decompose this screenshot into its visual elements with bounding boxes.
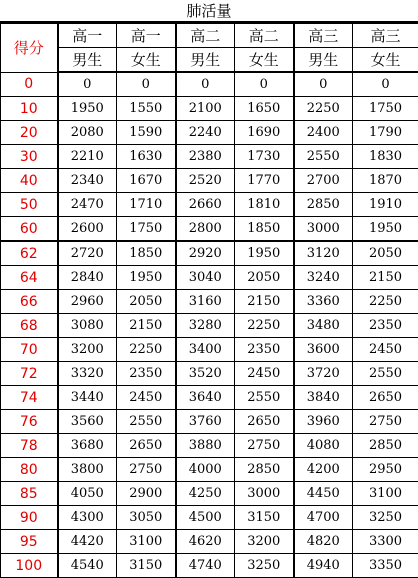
score-cell[interactable]: 76 <box>1 410 58 434</box>
value-cell[interactable]: 3100 <box>353 482 418 506</box>
gender-header-cell[interactable]: 女生 <box>117 48 176 73</box>
table-row <box>1 362 418 386</box>
table-row <box>1 482 418 506</box>
value-cell[interactable]: 1770 <box>235 169 294 193</box>
value-cell[interactable]: 3080 <box>58 314 117 338</box>
value-cell[interactable]: 3840 <box>294 386 353 410</box>
value-cell[interactable]: 1710 <box>117 193 176 217</box>
value-cell[interactable]: 3640 <box>176 386 235 410</box>
value-cell[interactable]: 3240 <box>294 266 353 290</box>
value-cell[interactable]: 4200 <box>294 458 353 482</box>
table-row <box>1 145 418 169</box>
value-cell[interactable]: 2650 <box>353 386 418 410</box>
value-cell[interactable]: 2080 <box>58 121 117 145</box>
value-cell[interactable]: 1670 <box>117 169 176 193</box>
value-cell[interactable]: 3480 <box>294 314 353 338</box>
value-cell[interactable]: 3400 <box>176 338 235 362</box>
value-cell[interactable]: 2960 <box>58 290 117 314</box>
gender-header-cell[interactable]: 男生 <box>58 48 117 73</box>
value-cell[interactable]: 2850 <box>235 458 294 482</box>
grade-header-cell[interactable]: 高一 <box>58 24 117 48</box>
gender-header-cell[interactable]: 女生 <box>235 48 294 73</box>
gender-header-cell[interactable]: 女生 <box>353 48 418 73</box>
value-cell[interactable]: 0 <box>353 72 418 97</box>
value-cell[interactable]: 0 <box>294 72 353 97</box>
value-cell[interactable]: 4050 <box>58 482 117 506</box>
value-cell[interactable]: 1830 <box>353 145 418 169</box>
score-cell[interactable]: 74 <box>1 386 58 410</box>
value-cell[interactable]: 2150 <box>235 290 294 314</box>
score-cell[interactable]: 90 <box>1 506 58 530</box>
table-row <box>1 386 418 410</box>
value-cell[interactable]: 4700 <box>294 506 353 530</box>
score-cell[interactable]: 20 <box>1 121 58 145</box>
value-cell[interactable]: 2050 <box>353 241 418 266</box>
value-cell[interactable]: 3300 <box>353 530 418 554</box>
value-cell[interactable]: 2050 <box>235 266 294 290</box>
table-row <box>1 314 418 338</box>
value-cell[interactable]: 3250 <box>235 554 294 578</box>
value-cell[interactable]: 4000 <box>176 458 235 482</box>
value-cell[interactable]: 2450 <box>353 338 418 362</box>
value-cell[interactable]: 2750 <box>235 434 294 458</box>
value-cell[interactable]: 2600 <box>58 217 117 242</box>
value-cell[interactable]: 1630 <box>117 145 176 169</box>
value-cell[interactable]: 2650 <box>117 434 176 458</box>
score-cell[interactable]: 100 <box>1 554 58 578</box>
value-cell[interactable]: 1950 <box>117 266 176 290</box>
value-cell[interactable]: 3000 <box>235 482 294 506</box>
value-cell[interactable]: 1690 <box>235 121 294 145</box>
grade-header-cell[interactable]: 高二 <box>235 24 294 48</box>
value-cell[interactable]: 2750 <box>353 410 418 434</box>
table-title: 肺活量 <box>0 0 418 23</box>
table-row <box>1 97 418 121</box>
value-cell[interactable]: 1650 <box>235 97 294 121</box>
value-cell[interactable]: 2210 <box>58 145 117 169</box>
score-cell[interactable]: 64 <box>1 266 58 290</box>
value-cell[interactable]: 2550 <box>353 362 418 386</box>
value-cell[interactable]: 4940 <box>294 554 353 578</box>
value-cell[interactable]: 4620 <box>176 530 235 554</box>
value-cell[interactable]: 4300 <box>58 506 117 530</box>
score-cell[interactable]: 30 <box>1 145 58 169</box>
value-cell[interactable]: 2520 <box>176 169 235 193</box>
value-cell[interactable]: 3050 <box>117 506 176 530</box>
value-cell[interactable]: 1950 <box>58 97 117 121</box>
value-cell[interactable]: 2350 <box>353 314 418 338</box>
value-cell[interactable]: 0 <box>235 72 294 97</box>
value-cell[interactable]: 2800 <box>176 217 235 242</box>
value-cell[interactable]: 1730 <box>235 145 294 169</box>
table-row <box>1 410 418 434</box>
score-cell[interactable]: 62 <box>1 241 58 266</box>
value-cell[interactable]: 2550 <box>117 410 176 434</box>
value-cell[interactable]: 2350 <box>117 362 176 386</box>
table-row <box>1 338 418 362</box>
gender-header-cell[interactable]: 男生 <box>176 48 235 73</box>
value-cell[interactable]: 4820 <box>294 530 353 554</box>
score-cell[interactable]: 85 <box>1 482 58 506</box>
score-cell[interactable]: 70 <box>1 338 58 362</box>
score-table <box>0 23 418 578</box>
value-cell[interactable]: 3800 <box>58 458 117 482</box>
value-cell[interactable]: 1850 <box>235 217 294 242</box>
table-row <box>1 169 418 193</box>
value-cell[interactable]: 1750 <box>117 217 176 242</box>
value-cell[interactable]: 3000 <box>294 217 353 242</box>
grade-header-cell[interactable]: 高一 <box>117 24 176 48</box>
value-cell[interactable]: 3250 <box>353 506 418 530</box>
value-cell[interactable]: 3100 <box>117 530 176 554</box>
value-cell[interactable]: 1950 <box>353 217 418 242</box>
value-cell[interactable]: 2750 <box>117 458 176 482</box>
value-cell[interactable]: 2550 <box>235 386 294 410</box>
score-cell[interactable]: 68 <box>1 314 58 338</box>
score-cell[interactable]: 78 <box>1 434 58 458</box>
value-cell[interactable]: 1790 <box>353 121 418 145</box>
value-cell[interactable]: 2850 <box>294 193 353 217</box>
value-cell[interactable]: 1850 <box>117 241 176 266</box>
value-cell[interactable]: 2400 <box>294 121 353 145</box>
table-row <box>1 530 418 554</box>
value-cell[interactable]: 3440 <box>58 386 117 410</box>
table-row <box>1 506 418 530</box>
value-cell[interactable]: 2840 <box>58 266 117 290</box>
value-cell[interactable]: 3150 <box>117 554 176 578</box>
value-cell[interactable]: 4250 <box>176 482 235 506</box>
value-cell[interactable]: 2050 <box>117 290 176 314</box>
value-cell[interactable]: 1550 <box>117 97 176 121</box>
score-cell[interactable]: 10 <box>1 97 58 121</box>
value-cell[interactable]: 3960 <box>294 410 353 434</box>
value-cell[interactable]: 2920 <box>176 241 235 266</box>
value-cell[interactable]: 4740 <box>176 554 235 578</box>
value-cell[interactable]: 2150 <box>117 314 176 338</box>
score-column-header[interactable]: 得分 <box>1 24 58 73</box>
value-cell[interactable]: 2700 <box>294 169 353 193</box>
gender-header-cell[interactable]: 男生 <box>294 48 353 73</box>
value-cell[interactable]: 2450 <box>235 362 294 386</box>
value-cell[interactable]: 0 <box>58 72 117 97</box>
value-cell[interactable]: 2550 <box>294 145 353 169</box>
value-cell[interactable]: 1750 <box>353 97 418 121</box>
value-cell[interactable]: 2250 <box>294 97 353 121</box>
value-cell[interactable]: 3200 <box>58 338 117 362</box>
score-cell[interactable]: 95 <box>1 530 58 554</box>
table-row <box>1 241 418 266</box>
table-row <box>1 458 418 482</box>
value-cell[interactable]: 2900 <box>117 482 176 506</box>
table-row <box>1 217 418 242</box>
value-cell[interactable]: 4420 <box>58 530 117 554</box>
value-cell[interactable]: 3120 <box>294 241 353 266</box>
table-row <box>1 121 418 145</box>
value-cell[interactable]: 2240 <box>176 121 235 145</box>
table-row <box>1 290 418 314</box>
value-cell[interactable]: 2660 <box>176 193 235 217</box>
value-cell[interactable]: 2340 <box>58 169 117 193</box>
value-cell[interactable]: 0 <box>117 72 176 97</box>
value-cell[interactable]: 3040 <box>176 266 235 290</box>
score-cell[interactable]: 66 <box>1 290 58 314</box>
score-cell[interactable]: 80 <box>1 458 58 482</box>
value-cell[interactable]: 2450 <box>117 386 176 410</box>
value-cell[interactable]: 3560 <box>58 410 117 434</box>
value-cell[interactable]: 3360 <box>294 290 353 314</box>
value-cell[interactable]: 4500 <box>176 506 235 530</box>
grade-header-row <box>1 24 418 48</box>
value-cell[interactable]: 2720 <box>58 241 117 266</box>
value-cell[interactable]: 3200 <box>235 530 294 554</box>
value-cell[interactable]: 2100 <box>176 97 235 121</box>
grade-header-cell[interactable]: 高三 <box>294 24 353 48</box>
table-row <box>1 266 418 290</box>
table-row <box>1 72 418 97</box>
table-body <box>1 24 418 578</box>
score-cell[interactable]: 60 <box>1 217 58 242</box>
value-cell[interactable]: 2950 <box>353 458 418 482</box>
value-cell[interactable]: 2250 <box>117 338 176 362</box>
table-row <box>1 193 418 217</box>
value-cell[interactable]: 1950 <box>235 241 294 266</box>
score-cell[interactable]: 40 <box>1 169 58 193</box>
value-cell[interactable]: 2380 <box>176 145 235 169</box>
value-cell[interactable]: 4540 <box>58 554 117 578</box>
value-cell[interactable]: 3160 <box>176 290 235 314</box>
table-row <box>1 434 418 458</box>
grade-header-cell[interactable]: 高二 <box>176 24 235 48</box>
value-cell[interactable]: 3600 <box>294 338 353 362</box>
value-cell[interactable]: 4080 <box>294 434 353 458</box>
value-cell[interactable]: 0 <box>176 72 235 97</box>
score-cell[interactable]: 0 <box>1 72 58 97</box>
value-cell[interactable]: 2650 <box>235 410 294 434</box>
value-cell[interactable]: 4450 <box>294 482 353 506</box>
value-cell[interactable]: 3320 <box>58 362 117 386</box>
value-cell[interactable]: 3760 <box>176 410 235 434</box>
value-cell[interactable]: 3350 <box>353 554 418 578</box>
value-cell[interactable]: 1810 <box>235 193 294 217</box>
value-cell[interactable]: 1590 <box>117 121 176 145</box>
value-cell[interactable]: 3520 <box>176 362 235 386</box>
value-cell[interactable]: 3280 <box>176 314 235 338</box>
gender-header-row <box>1 48 418 73</box>
value-cell[interactable]: 3880 <box>176 434 235 458</box>
value-cell[interactable]: 3150 <box>235 506 294 530</box>
value-cell[interactable]: 2850 <box>353 434 418 458</box>
value-cell[interactable]: 2250 <box>353 290 418 314</box>
value-cell[interactable]: 2250 <box>235 314 294 338</box>
score-cell[interactable]: 72 <box>1 362 58 386</box>
value-cell[interactable]: 2350 <box>235 338 294 362</box>
value-cell[interactable]: 2470 <box>58 193 117 217</box>
value-cell[interactable]: 3680 <box>58 434 117 458</box>
value-cell[interactable]: 1910 <box>353 193 418 217</box>
value-cell[interactable]: 2150 <box>353 266 418 290</box>
grade-header-cell[interactable]: 高三 <box>353 24 418 48</box>
score-cell[interactable]: 50 <box>1 193 58 217</box>
value-cell[interactable]: 3720 <box>294 362 353 386</box>
value-cell[interactable]: 1870 <box>353 169 418 193</box>
table-row <box>1 554 418 578</box>
